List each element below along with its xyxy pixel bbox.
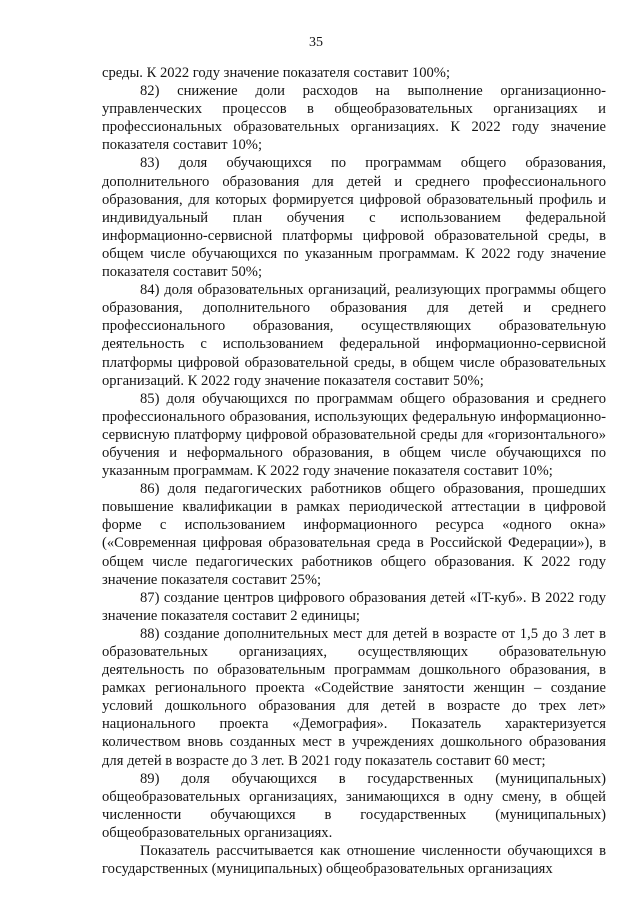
paragraph-item-87: 87) создание центров цифрового образования детей «IT-куб». В 2022 году значение показателя составит 2 единицы; (102, 589, 606, 624)
paragraph-item-89: 89) доля обучающихся в государственных (муниципальных) общеобразовательных организациях, занимающихся в одну смену, в общей численности обучающихся в государственных (муниципальных) общеобразовательных организациях. (102, 770, 606, 841)
paragraph-item-88: 88) создание дополнительных мест для детей в возрасте от 1,5 до 3 лет в образовательных организациях, осуществляющих образовательную деятельность по образовательным программам дошкольного образования, в рамках регионального проекта «Содействие занятости женщин – создание условий дошкольного образования для детей в возрасте до трех лет» национального проекта «Демография». Показатель характеризуется количеством вновь созданных мест в учреждениях дошкольного образования для детей в возрасте до 3 лет. В 2021 году показатель составит 60 мест; (102, 625, 606, 769)
paragraph-continuation: среды. К 2022 году значение показателя составит 100%; (102, 65, 450, 81)
paragraph-item-82: 82) снижение доли расходов на выполнение организационно-управленческих процессов в общеобразовательных организациях и профессиональных образовательных организациях. К 2022 году значение показателя составит 10%; (102, 83, 606, 154)
paragraph-calculation: Показатель рассчитывается как отношение численности обучающихся в государственных (муниципальных) общеобразовательных организациях (102, 843, 606, 878)
paragraph-item-85: 85) доля обучающихся по программам общего образования и среднего профессионального образования, использующих федеральную информационно-сервисную платформу цифровой образовательной среды для «горизонтального» обучения и неформального образования, в общем числе обучающихся по указанным программам. К 2022 году значение показателя составит 10%; (102, 390, 606, 480)
paragraph-item-84: 84) доля образовательных организаций, реализующих программы общего образования, дополнительного образования для детей и среднего профессионального образования, осуществляющих образовательную деятельность с использованием федеральной информационно-сервисной платформы цифровой образовательной среды, в общем числе образовательных организаций. К 2022 году значение показателя составит 50%; (102, 282, 606, 389)
paragraph-item-83: 83) доля обучающихся по программам общего образования, дополнительного образования для детей и среднего профессионального образования, для которых формируется цифровой образовательный профиль и индивидуальный план обучения с использованием федеральной информационно-сервисной платформы цифровой образовательной среды, в общем числе обучающихся по указанным программам. К 2022 году значение показателя составит 50%; (102, 155, 606, 281)
body-text (102, 64, 606, 878)
paragraph-item-86: 86) доля педагогических работников общего образования, прошедших повышение квалификации в рамках периодической аттестации в цифровой форме с использованием информационного ресурса «одного окна» («Современная цифровая образовательная среда в Российской Федерации»), в общем числе педагогических работников общего образования. К 2022 году значение показателя составит 25%; (102, 481, 606, 588)
page-number: 35 (309, 35, 323, 50)
